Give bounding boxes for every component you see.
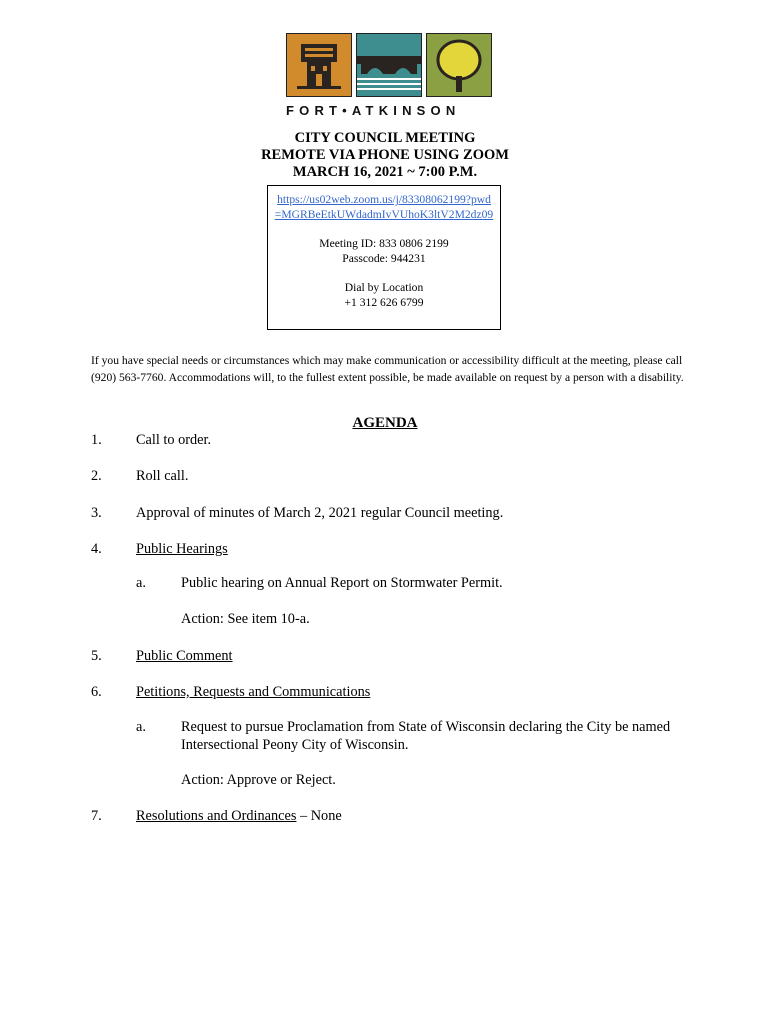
accessibility-notice: If you have special needs or circumstances which may make communication or accessibility difficult at the meeting, please call (920) 563-7760. Accommodations will, to the fullest extent possible, be made available on request by a person with a disability. [91,354,684,384]
dial-number: +1 312 626 6799 [344,295,424,309]
subitem-letter: a. [136,719,146,735]
item-text: Public Comment [136,648,233,664]
item-title: Resolutions and Ordinances [136,808,297,824]
meeting-id: Meeting ID: 833 0806 2199 [319,237,449,250]
title-line-3: MARCH 16, 2021 ~ 7:00 P.M. [292,164,478,180]
item-number: 2. [91,468,102,484]
meeting-title [0,130,770,181]
logo-wordmark: FORT•ATKINSON [286,103,461,118]
item-text: Public Hearings [136,541,228,557]
fort-blockhouse-icon [286,33,352,97]
item-text: Call to order. [136,432,212,448]
subitem-text: Public hearing on Annual Report on Stormwater Permit. [181,575,503,591]
passcode: Passcode: 944231 [342,251,426,265]
title-line-2: REMOTE VIA PHONE USING ZOOM [261,147,509,163]
item-number: 5. [91,648,102,664]
item-text: Petitions, Requests and Communications [136,684,371,700]
subitem-action: Action: See item 10-a. [181,611,310,627]
item-text [136,807,342,825]
item-text: Approval of minutes of March 2, 2021 regular Council meeting. [136,505,504,521]
subitem-text: Request to pursue Proclamation from State of Wisconsin declaring the City be named Intersectional Peony City of Wisconsin. [181,719,671,753]
item-number: 3. [91,505,102,521]
item-number: 4. [91,541,102,557]
item-number: 7. [91,808,102,824]
item-suffix: – None [296,808,342,824]
dial-label: Dial by Location [344,281,424,294]
subitem-letter: a. [136,575,146,591]
zoom-info-box [267,185,501,330]
bridge-icon [356,33,422,97]
fort-atkinson-logo [286,33,496,118]
item-number: 6. [91,684,102,700]
subitem-action: Action: Approve or Reject. [181,772,336,788]
zoom-link[interactable]: https://us02web.zoom.us/j/83308062199?pwd=MGRBeEtkUWdadmIvVUhoK3ltV2M2dz09 [274,193,494,221]
item-number: 1. [91,432,102,448]
item-text: Roll call. [136,468,189,484]
title-line-1: CITY COUNCIL MEETING [294,130,476,146]
tree-icon [426,33,492,97]
agenda-heading: AGENDA [352,415,418,431]
